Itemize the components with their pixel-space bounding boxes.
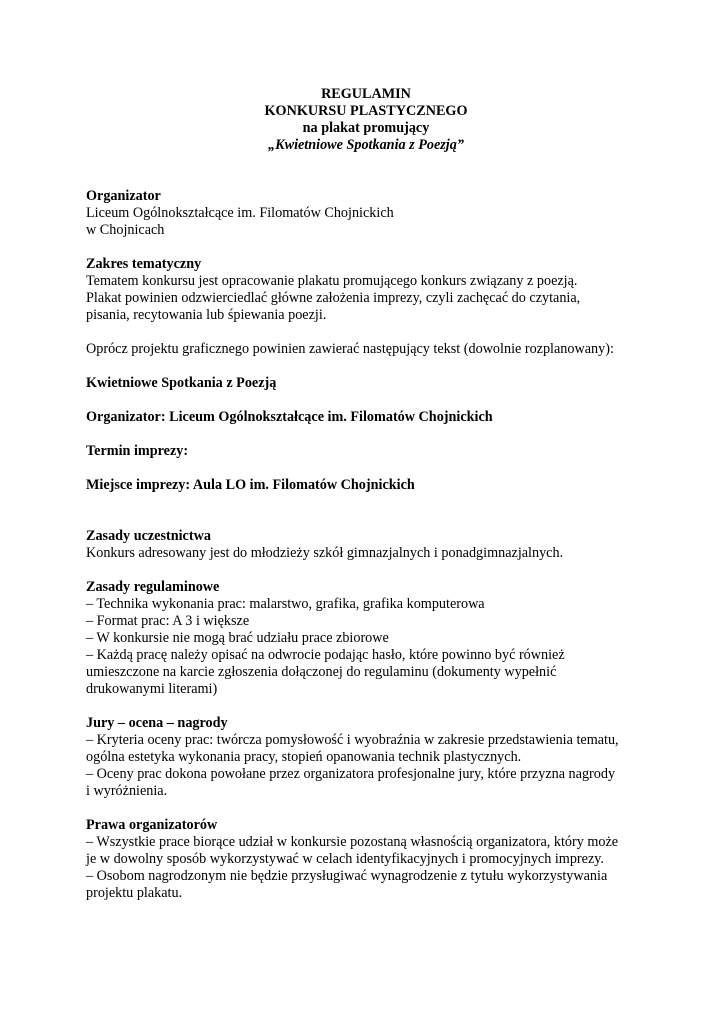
section-scope (86, 256, 646, 494)
section-participation (86, 528, 646, 562)
title-line-3: na plakat promujący (302, 120, 430, 136)
spacer (86, 494, 646, 528)
section-jury (86, 715, 646, 800)
organizer-line: w Chojnicach (86, 222, 165, 238)
jury-line: ogólna estetyka wykonania pracy, stopień opanowania technik plastycznych. (86, 749, 522, 765)
spacer (86, 324, 646, 341)
jury-heading: Jury – ocena – nagrody (86, 715, 228, 731)
required-text-line: Termin imprezy: (86, 443, 189, 459)
section-rules (86, 579, 646, 698)
participation-heading: Zasady uczestnictwa (86, 528, 211, 544)
rules-heading: Zasady regulaminowe (86, 579, 220, 595)
spacer (86, 358, 646, 375)
jury-line: – Kryteria oceny prac: twórcza pomysłowość i wyobraźnia w zakresie przedstawienia tematu, (86, 732, 619, 748)
rights-line: – Wszystkie prace biorące udział w konkursie pozostaną własnością organizatora, który może (86, 834, 619, 850)
required-text-line: Miejsce imprezy: Aula LO im. Filomatów Chojnickich (86, 477, 415, 493)
title-line-4: „Kwietniowe Spotkania z Poezją” (268, 137, 464, 153)
title-line-2: KONKURSU PLASTYCZNEGO (264, 103, 468, 119)
section-organizer (86, 188, 646, 239)
scope-line: Tematem konkursu jest opracowanie plakatu promującego konkurs związany z poezją. (86, 273, 578, 289)
scope-heading: Zakres tematyczny (86, 256, 202, 272)
rights-line: – Osobom nagrodzonym nie będzie przysługiwać wynagrodzenie z tytułu wykorzystywania (86, 868, 608, 884)
rights-line: projektu plakatu. (86, 885, 183, 901)
spacer (86, 460, 646, 477)
required-text-line: Kwietniowe Spotkania z Poezją (86, 375, 277, 391)
rules-line: drukowanymi literami) (86, 681, 218, 697)
rights-line: je w dowolny sposób wykorzystywać w celach identyfikacyjnych i promocyjnych imprezy. (86, 851, 604, 867)
scope-line: pisania, recytowania lub śpiewania poezji. (86, 307, 327, 323)
spacer (86, 392, 646, 409)
rules-line: – Technika wykonania prac: malarstwo, grafika, grafika komputerowa (86, 596, 485, 612)
section-rights (86, 817, 646, 902)
spacer (86, 698, 646, 715)
document-body (86, 86, 646, 902)
title-line-1: REGULAMIN (321, 86, 411, 102)
rules-line: – Format prac: A 3 i większe (86, 613, 250, 629)
spacer (86, 800, 646, 817)
rules-line: – Każdą pracę należy opisać na odwrocie podając hasło, które powinno być również (86, 647, 565, 663)
spacer (86, 154, 646, 188)
document-title (86, 86, 646, 154)
spacer (86, 239, 646, 256)
scope-extra: Oprócz projektu graficznego powinien zawierać następujący tekst (dowolnie rozplanowany): (86, 341, 614, 357)
organizer-heading: Organizator (86, 188, 161, 204)
rules-line: umieszczone na karcie zgłoszenia dołączonej do regulaminu (dokumenty wypełnić (86, 664, 557, 680)
organizer-line: Liceum Ogólnokształcące im. Filomatów Chojnickich (86, 205, 394, 221)
participation-line: Konkurs adresowany jest do młodzieży szkół gimnazjalnych i ponadgimnazjalnych. (86, 545, 564, 561)
rules-line: – W konkursie nie mogą brać udziału prace zbiorowe (86, 630, 389, 646)
required-text-line: Organizator: Liceum Ogólnokształcące im. Filomatów Chojnickich (86, 409, 493, 425)
jury-line: i wyróżnienia. (86, 783, 168, 799)
scope-line: Plakat powinien odzwierciedlać główne założenia imprezy, czyli zachęcać do czytania, (86, 290, 581, 306)
spacer (86, 426, 646, 443)
spacer (86, 562, 646, 579)
jury-line: – Oceny prac dokona powołane przez organizatora profesjonalne jury, które przyzna nagrody (86, 766, 616, 782)
rights-heading: Prawa organizatorów (86, 817, 218, 833)
